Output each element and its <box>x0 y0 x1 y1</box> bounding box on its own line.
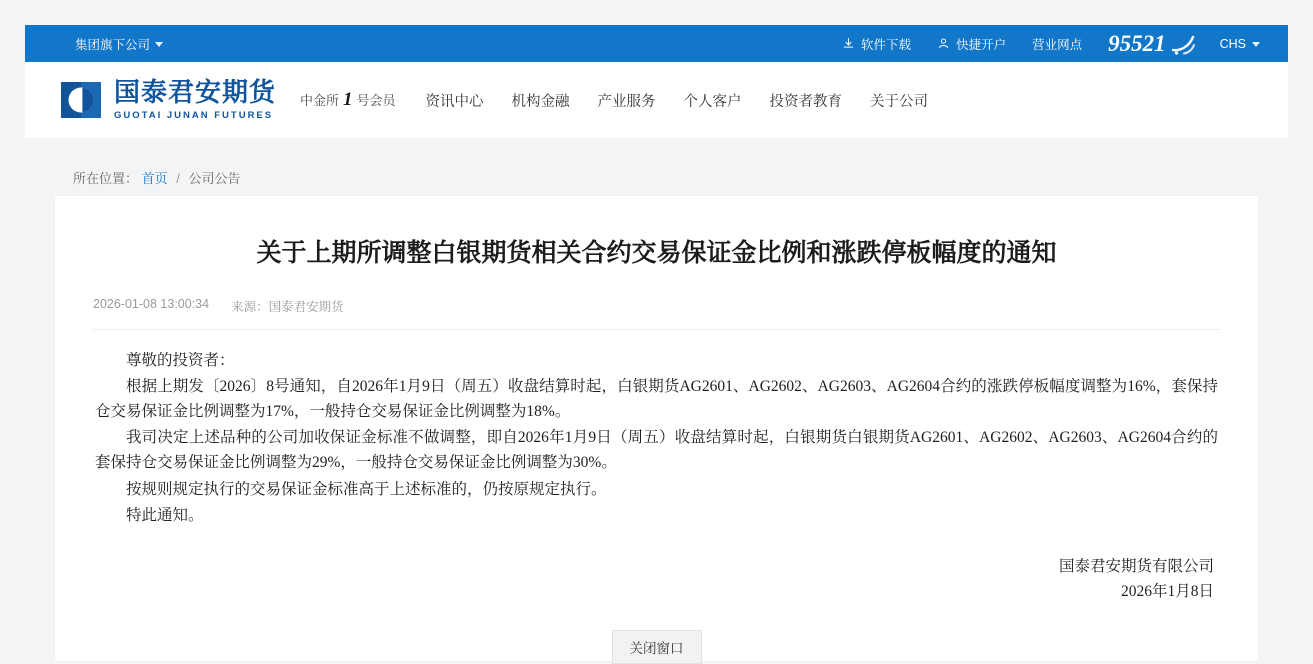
software-download-label: 软件下载 <box>861 37 912 52</box>
salutation: 尊敬的投资者： <box>126 352 235 369</box>
logo-text-block <box>114 79 276 122</box>
user-icon <box>937 37 950 50</box>
signature-company: 国泰君安期货有限公司 <box>1058 557 1214 575</box>
branch-locations-label: 营业网点 <box>1032 37 1083 52</box>
body-paragraph-3: 按规则规定执行的交易保证金标准高于上述标准的，仍按原规定执行。 <box>126 480 607 498</box>
software-download-link[interactable] <box>842 35 911 53</box>
site-logo[interactable] <box>59 78 276 122</box>
group-company-selector[interactable] <box>75 35 163 53</box>
document-source: 来源：国泰君安期货 <box>231 300 344 314</box>
announcement-card <box>55 196 1258 661</box>
chevron-down-icon <box>1252 42 1260 47</box>
nav-item-industry-services[interactable]: 产业服务 <box>597 93 656 110</box>
language-selector[interactable] <box>1220 37 1260 51</box>
membership-prefix: 中金所 <box>300 93 340 108</box>
language-label: CHS <box>1219 36 1246 51</box>
document-body <box>95 348 1218 528</box>
publish-datetime: 2026-01-08 13:00:34 <box>93 297 210 311</box>
hotline-number: 95521 <box>1108 31 1166 56</box>
breadcrumb-home-link[interactable]: 首页 <box>141 171 168 186</box>
chevron-down-icon <box>155 42 163 47</box>
breadcrumb-label: 所在位置： <box>73 171 139 186</box>
quick-account-open-link[interactable] <box>937 35 1006 53</box>
logo-english-name: GUOTAI JUNAN FUTURES <box>114 110 274 122</box>
exchange-membership <box>300 89 396 111</box>
quick-account-open-label: 快捷开户 <box>956 37 1007 52</box>
document-signature <box>95 554 1214 604</box>
membership-number: 1 <box>343 89 353 110</box>
service-hotline <box>1108 32 1194 55</box>
site-header <box>25 62 1288 138</box>
document-meta <box>93 297 1220 330</box>
content-area <box>25 138 1288 661</box>
guotai-junan-logo-icon <box>59 78 103 122</box>
body-paragraph-1: 根据上期发〔2026〕8号通知，自2026年1月9日（周五）收盘结算时起，白银期货AG2601、AG2602、AG2603、AG2604合约的涨跌停板幅度调整为16%，套保持仓交易保证金比例调整为17%，一般持仓交易保证金比例调整为18%。 <box>95 378 1218 421</box>
download-icon <box>842 37 855 50</box>
logo-chinese-name: 国泰君安期货 <box>114 77 277 107</box>
nav-item-news[interactable]: 资讯中心 <box>425 93 484 110</box>
topbar-links <box>842 32 1260 55</box>
body-paragraph-2: 我司决定上述品种的公司加收保证金标准不做调整，即自2026年1月9日（周五）收盘结算时起，白银期货白银期货AG2601、AG2602、AG2603、AG2604合约的套保持仓交易保证金比例调整为29%，一般持仓交易保证金比例调整为30%。 <box>95 429 1218 472</box>
nav-item-about-company[interactable]: 关于公司 <box>870 93 929 110</box>
page-title: 关于上期所调整白银期货相关合约交易保证金比例和涨跌停板幅度的通知 <box>256 240 1057 267</box>
breadcrumb-separator: / <box>176 171 180 186</box>
nav-item-personal-clients[interactable]: 个人客户 <box>683 93 742 110</box>
close-window-button[interactable]: 关闭窗口 <box>612 630 702 664</box>
breadcrumb-current: 公司公告 <box>188 171 241 186</box>
top-utility-bar <box>25 25 1288 62</box>
nav-item-investor-education[interactable]: 投资者教育 <box>769 93 843 110</box>
nav-item-institutional-finance[interactable]: 机构金融 <box>511 93 570 110</box>
group-company-label: 集团旗下公司 <box>75 37 151 52</box>
body-paragraph-4: 特此通知。 <box>126 506 204 524</box>
main-navigation <box>426 90 929 111</box>
branch-locations-link[interactable] <box>1032 35 1082 53</box>
signature-date: 2026年1月8日 <box>1120 582 1214 600</box>
breadcrumb <box>73 168 241 187</box>
swoosh-icon <box>1172 34 1194 54</box>
membership-suffix: 号会员 <box>356 93 396 108</box>
close-window-row <box>55 630 1258 664</box>
